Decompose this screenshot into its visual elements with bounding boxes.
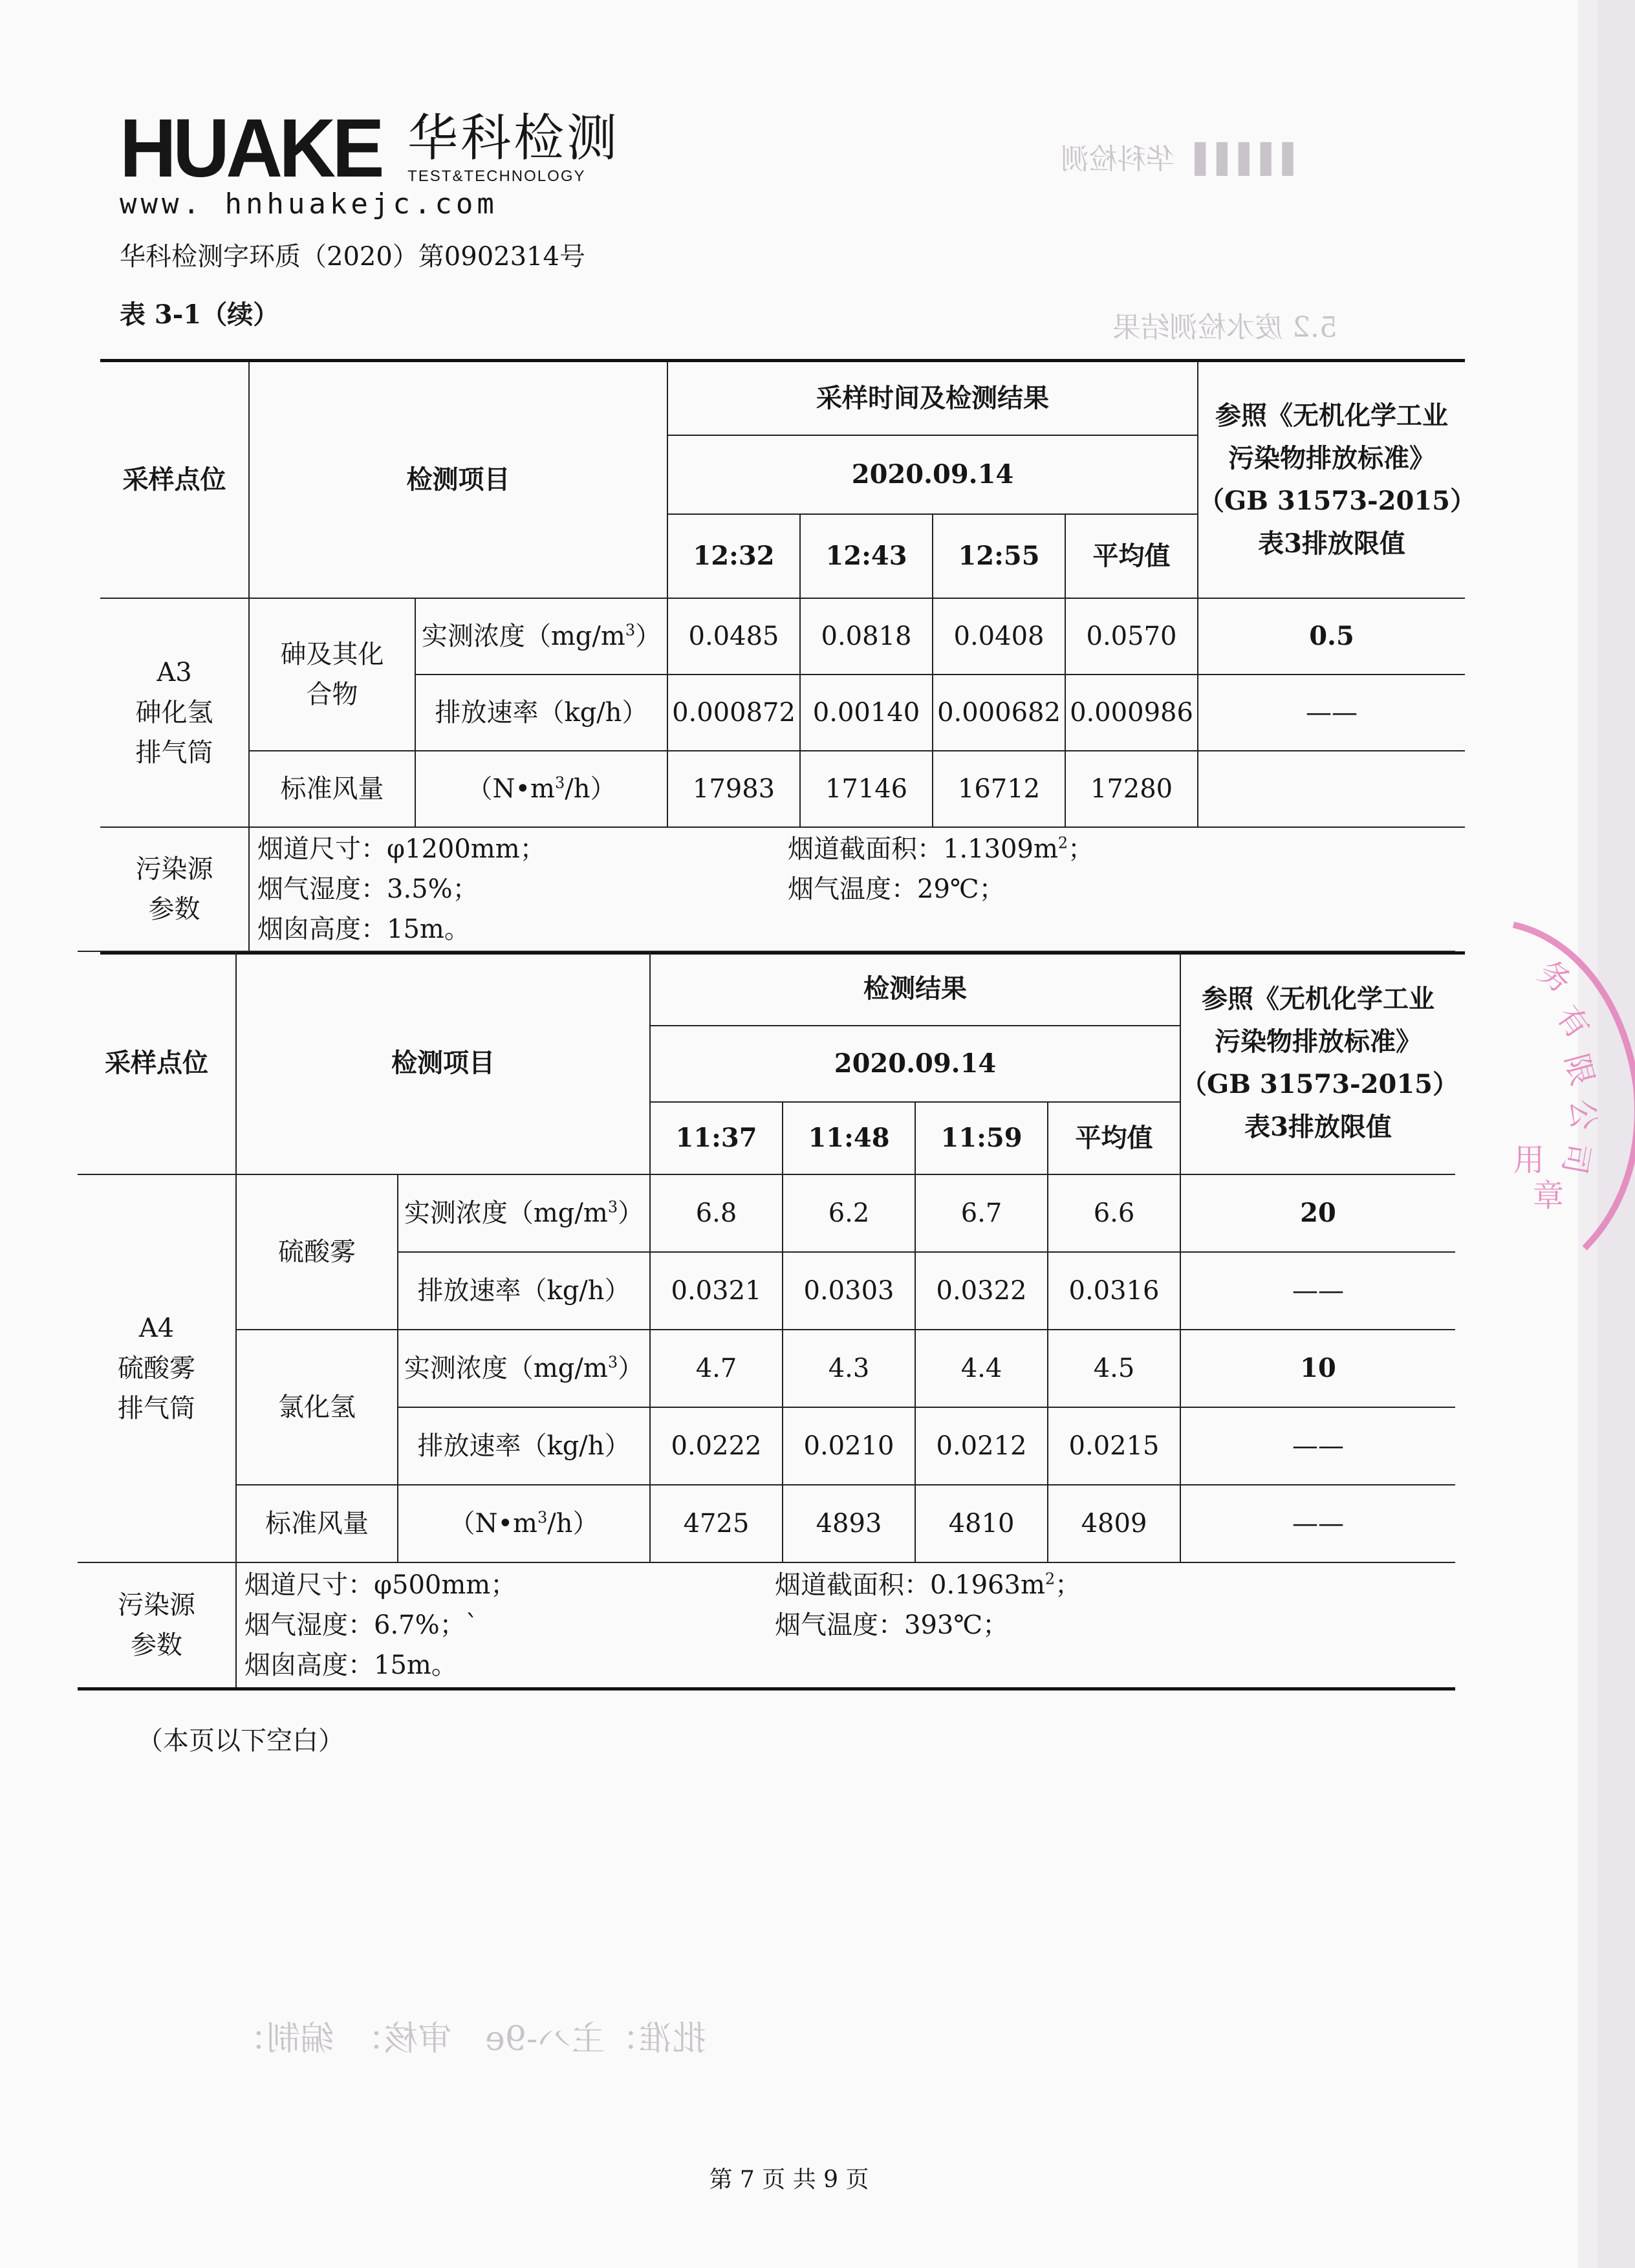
standard-flow-label: 标准风量 — [236, 1485, 398, 1562]
header-sampling-site: 采样点位 — [100, 361, 249, 598]
header-date: 2020.09.14 — [667, 435, 1198, 514]
value-cell: 16712 — [933, 751, 1065, 827]
emission-rate-label: 排放速率（kg/h） — [398, 1407, 650, 1485]
param-line: 烟囱高度：15m。 — [244, 1650, 457, 1680]
label-text: 实测浓度（mg/m — [421, 621, 625, 651]
source-line: 参数 — [131, 1630, 182, 1660]
param-line — [775, 1565, 1081, 1605]
flow-unit-label — [415, 751, 667, 827]
limit-cell: —— — [1198, 675, 1465, 751]
header-sampling-site: 采样点位 — [78, 951, 236, 1174]
svg-text:司: 司 — [1555, 1139, 1597, 1177]
pollution-source-params — [236, 1562, 1455, 1689]
param-line: 烟气湿度：3.5%； — [257, 874, 479, 905]
value-cell: 6.7 — [915, 1174, 1048, 1252]
logo-chinese-name: 华科检测 — [407, 109, 620, 168]
param-text: ； — [1068, 834, 1094, 865]
value-cell: 0.0570 — [1065, 598, 1198, 675]
logo-english-name: TEST&TECHNOLOGY — [407, 167, 586, 186]
value-cell: 0.000682 — [933, 675, 1065, 751]
value-cell: 0.0408 — [933, 598, 1065, 675]
value-cell: 0.0215 — [1048, 1407, 1180, 1485]
logo-mark: HUAKE — [120, 102, 381, 195]
limit-cell-empty — [1198, 751, 1465, 827]
header-time: 11:48 — [783, 1102, 915, 1174]
label-text: /h） — [547, 1509, 599, 1539]
company-website: www. hnhuakejc.com — [120, 188, 498, 221]
results-table-a3 — [100, 359, 1476, 955]
param-line: 烟道尺寸：φ500mm； — [244, 1570, 517, 1600]
source-line: 污染源 — [118, 1590, 195, 1620]
value-cell: 4810 — [915, 1485, 1048, 1562]
param-line: 烟气温度：393℃； — [775, 1610, 1009, 1640]
standard-line: 污染物排放标准》 — [1215, 1026, 1422, 1057]
value-cell: 4.4 — [915, 1330, 1048, 1407]
value-cell: 17280 — [1065, 751, 1198, 827]
site-line: A3 — [157, 657, 192, 687]
value-cell: 4893 — [783, 1485, 915, 1562]
param-text: ； — [1055, 1570, 1081, 1600]
standard-line: 表3排放限值 — [1244, 1111, 1392, 1142]
svg-text:用: 用 — [1513, 1142, 1545, 1178]
label-text: ） — [618, 1354, 644, 1383]
svg-text:有: 有 — [1549, 999, 1597, 1046]
header-average: 平均值 — [1065, 514, 1198, 598]
flow-unit-label — [398, 1485, 650, 1562]
value-cell: 6.8 — [650, 1174, 783, 1252]
header-time: 11:37 — [650, 1102, 783, 1174]
value-cell: 17983 — [667, 751, 800, 827]
limit-cell: 0.5 — [1198, 598, 1465, 675]
site-label — [78, 1174, 236, 1562]
label-sup: 3 — [607, 1353, 618, 1372]
pollutant-name: 氯化氢 — [236, 1330, 398, 1485]
svg-text:章: 章 — [1533, 1178, 1565, 1214]
bleed-through-text: 5.2 废水检测结果 — [1112, 311, 1337, 344]
value-cell: 0.0222 — [650, 1407, 783, 1485]
site-line: 硫酸雾 — [118, 1354, 195, 1383]
limit-cell: 10 — [1180, 1330, 1455, 1407]
label-text: ） — [635, 621, 662, 651]
label-text: （N•m — [466, 773, 555, 804]
bleed-through-text: ▌▌▌▌▌ 华科检测 — [1061, 143, 1294, 176]
bleed-through-text: 批准：主ハ-9e 审核： 编制： — [233, 2020, 706, 2058]
param-line — [788, 829, 1094, 869]
blank-below-note: （本页以下空白） — [137, 1726, 344, 1756]
pollutant-line: 砷及其化 — [280, 639, 384, 669]
value-cell: 0.0212 — [915, 1407, 1048, 1485]
value-cell: 17146 — [800, 751, 933, 827]
header-time: 11:59 — [915, 1102, 1048, 1174]
header-time: 12:55 — [933, 514, 1065, 598]
source-line: 污染源 — [135, 854, 213, 885]
site-line: 排气筒 — [118, 1394, 195, 1423]
value-cell: 0.000986 — [1065, 675, 1198, 751]
param-line: 烟气湿度：6.7%；` — [244, 1610, 479, 1640]
header-time: 12:32 — [667, 514, 800, 598]
source-line: 参数 — [148, 894, 200, 925]
param-text: 烟道截面积：1.1309m — [788, 834, 1058, 865]
value-cell: 0.000872 — [667, 675, 800, 751]
measured-concentration-label — [398, 1330, 650, 1407]
page-number: 第 7 页 共 9 页 — [709, 2166, 869, 2193]
param-line: 烟气温度：29℃； — [788, 874, 1005, 905]
company-seal-stamp — [1475, 918, 1635, 1255]
param-sup: 2 — [1057, 834, 1068, 852]
header-time-results: 采样时间及检测结果 — [667, 361, 1198, 435]
value-cell: 0.0321 — [650, 1252, 783, 1330]
limit-cell: —— — [1180, 1407, 1455, 1485]
limit-cell: 20 — [1180, 1174, 1455, 1252]
pollution-source-label — [100, 827, 249, 953]
limit-cell: —— — [1180, 1485, 1455, 1562]
report-number: 华科检测字环质（2020）第0902314号 — [120, 242, 585, 272]
value-cell: 4.7 — [650, 1330, 783, 1407]
label-sup: 3 — [625, 621, 636, 640]
pollutant-name — [249, 598, 415, 751]
standard-flow-label: 标准风量 — [249, 751, 415, 827]
label-text: （N•m — [449, 1509, 537, 1539]
svg-text:限: 限 — [1557, 1050, 1601, 1090]
standard-line: 表3排放限值 — [1258, 528, 1405, 559]
value-cell: 0.0818 — [800, 598, 933, 675]
pollution-source-label — [78, 1562, 236, 1689]
site-label — [100, 598, 249, 827]
value-cell: 4.3 — [783, 1330, 915, 1407]
standard-line: （GB 31573-2015） — [1181, 1068, 1458, 1099]
site-line: A4 — [138, 1313, 175, 1343]
label-text: 实测浓度（mg/m — [404, 1198, 608, 1228]
header-standard-limit — [1180, 951, 1458, 1174]
value-cell: 4725 — [650, 1485, 783, 1562]
label-sup: 3 — [537, 1508, 548, 1527]
header-standard-limit — [1198, 361, 1476, 598]
pollution-source-params — [249, 827, 1465, 953]
pollutant-name: 硫酸雾 — [236, 1174, 398, 1330]
param-text: 烟道截面积：0.1963m — [775, 1570, 1045, 1600]
svg-text:务: 务 — [1532, 953, 1578, 1001]
table-caption: 表 3-1（续） — [120, 299, 279, 330]
value-cell: 4.5 — [1048, 1330, 1180, 1407]
header-date: 2020.09.14 — [650, 1026, 1180, 1102]
value-cell: 0.00140 — [800, 675, 933, 751]
measured-concentration-label — [398, 1174, 650, 1252]
company-logo — [120, 102, 620, 195]
label-text: ） — [618, 1198, 644, 1228]
value-cell: 0.0485 — [667, 598, 800, 675]
label-sup: 3 — [555, 773, 565, 792]
label-text: /h） — [565, 773, 616, 804]
emission-rate-label: 排放速率（kg/h） — [415, 675, 667, 751]
param-sup: 2 — [1045, 1570, 1056, 1588]
label-sup: 3 — [607, 1198, 618, 1216]
standard-line: 参照《无机化学工业 — [1215, 400, 1448, 431]
header-test-item: 检测项目 — [249, 361, 667, 598]
site-line: 砷化氢 — [135, 697, 213, 728]
value-cell: 0.0316 — [1048, 1252, 1180, 1330]
measured-concentration-label — [415, 598, 667, 675]
value-cell: 0.0303 — [783, 1252, 915, 1330]
pollutant-line: 合物 — [306, 679, 358, 709]
limit-cell: —— — [1180, 1252, 1455, 1330]
header-results: 检测结果 — [650, 951, 1180, 1026]
standard-line: （GB 31573-2015） — [1198, 485, 1476, 516]
value-cell: 6.6 — [1048, 1174, 1180, 1252]
value-cell: 4809 — [1048, 1485, 1180, 1562]
standard-line: 污染物排放标准》 — [1228, 442, 1435, 473]
header-average: 平均值 — [1048, 1102, 1180, 1174]
results-table-a4 — [78, 951, 1458, 1690]
standard-line: 参照《无机化学工业 — [1202, 983, 1435, 1014]
header-time: 12:43 — [800, 514, 933, 598]
value-cell: 0.0322 — [915, 1252, 1048, 1330]
emission-rate-label: 排放速率（kg/h） — [398, 1252, 650, 1330]
value-cell: 6.2 — [783, 1174, 915, 1252]
value-cell: 0.0210 — [783, 1407, 915, 1485]
site-line: 排气筒 — [135, 737, 213, 768]
header-test-item: 检测项目 — [236, 951, 650, 1174]
param-line: 烟囱高度：15m。 — [257, 914, 470, 945]
param-line: 烟道尺寸：φ1200mm； — [257, 834, 546, 865]
label-text: 实测浓度（mg/m — [404, 1354, 608, 1383]
svg-text:公: 公 — [1564, 1098, 1601, 1131]
